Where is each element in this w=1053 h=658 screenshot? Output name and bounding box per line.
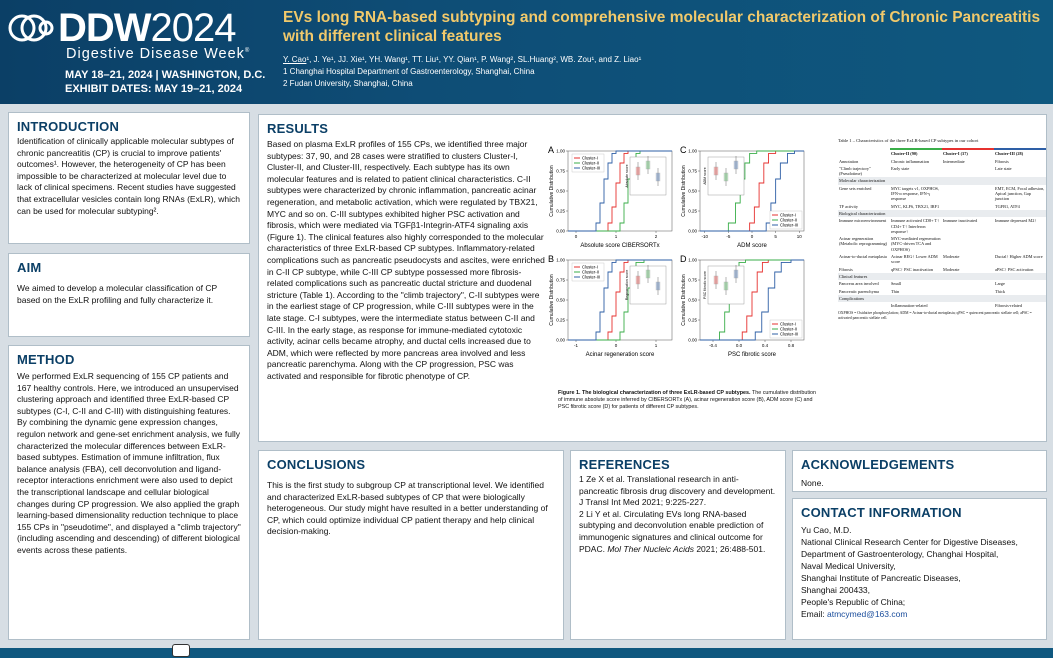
table-cell <box>942 165 994 178</box>
y-tick-label: 0.25 <box>688 317 697 323</box>
figure-panel-c <box>678 143 810 251</box>
inset-box <box>714 167 718 175</box>
x-tick-label: 0 <box>574 234 578 239</box>
legend-label: Cluster-II <box>582 160 599 166</box>
table-row <box>838 235 1046 253</box>
table-header-row <box>838 150 1046 157</box>
table-cell: Immune microenvironment <box>839 218 887 224</box>
legend-label: Cluster-I <box>780 321 796 327</box>
legend-label: Cluster-I <box>780 212 796 218</box>
y-tick-label: 0.50 <box>556 188 565 194</box>
acknowledgements-panel <box>792 450 1047 492</box>
inset-axis-label: Regeneration score <box>625 269 629 301</box>
affiliation-1: 1 Changhai Hospital Department of Gastroenterology, Shanghai, China <box>283 67 535 76</box>
table-cell: TF activity <box>839 203 858 209</box>
table-cell <box>942 177 994 184</box>
legend-label: Cluster-III <box>582 165 601 171</box>
inset-boxplot <box>703 156 744 195</box>
legend-label: Cluster-III <box>780 222 799 228</box>
ddw-logo-text: DDW2024 <box>58 6 236 50</box>
results-text: Based on plasma ExLR profiles of 155 CPs, we identified three major subtypes: 37, 90, and 28 cases were stratified to clusters Cluster-I, Cluster-II, and Cluster-III, respectively. Each subtype has its own molecular features and is related to patient clinical characteristics. C-II subtypes were characterized by chronic inflammation, pancreatic acinar regeneration, and metabolic activation, which were regulated by TBX21, MYC and so on. C-III subtypes exhibited higher PSC activation and fibrosis, which were mediated via TGFβ1-Integrin-ATF4 signaling axis (Figure 1). The clinical features also highly corresponded to the molecular characteristics of three ExLR-based CP subtypes. Inflammatory-related complications such as pancreatic pseudocysts and ascites, were enriched in C-II CP subtype, while C-III CP subtype possessed more fibrosis-related complications such as pancreatic ductal stricture and duodenal stricture (Table 1). According to the "climb trajectory", C-II subtypes were in the earliest stage of CP progression, while C-III subtypes were in the late stage. C-I subtypes, were the intermediate status between C-II and C-III. In the early stage, as response for immune-mediated cytotoxic activity, acinar cells became atrophy, and ductal cells increased due to ADM, which were reflected by more pancreas area involved and less pancreatic parenchyma. Along with the CP progression, PSC was activated and responsible for fibrotic phenotype of CP. <box>267 139 545 381</box>
table-cell: Late state <box>995 165 1012 171</box>
event-dates-line1: MAY 18–21, 2024 | WASHINGTON, D.C. <box>65 69 266 81</box>
event-dates <box>65 68 270 96</box>
table-cell: Acinar-to-ductal metaplasia <box>839 254 887 260</box>
conclusions-panel <box>258 450 564 640</box>
x-tick-label: -0.4 <box>709 343 717 348</box>
table-cell: Immune depressed M2↑ <box>995 218 1037 224</box>
table-footnote: OXPHOS = Oxidative phosphorylation; ADM = Acinar-to-ductal metaplasia; qPSC = quiescent pancreatic stellate cell; aPSC = activated pancreatic stellate cell. <box>838 311 1032 321</box>
y-tick-label: 0.50 <box>688 297 697 303</box>
panel-letter: C <box>680 145 687 155</box>
inset-axis-label: ADM score <box>703 167 707 185</box>
inset-box <box>656 173 660 181</box>
inset-box <box>636 276 640 284</box>
x-tick-label: 0.8 <box>787 343 795 348</box>
y-tick-label: 0.00 <box>688 337 697 343</box>
table-title: Table 1 – Characteristics of the three ExLR-based CP subtypes in our cohort <box>838 138 979 143</box>
event-dates-line2: EXHIBIT DATES: MAY 19–21, 2024 <box>65 83 243 95</box>
ddw-tagline: Digestive Disease Week® <box>66 46 251 62</box>
camera-icon[interactable] <box>172 644 190 657</box>
panel-letter: D <box>680 254 687 264</box>
inset-box <box>714 276 718 284</box>
x-tick-label: 0.4 <box>761 343 769 348</box>
y-axis-label: Cumulative Distribution <box>681 165 687 217</box>
legend-label: Cluster-II <box>780 217 797 223</box>
y-tick-label: 0.00 <box>556 228 565 234</box>
table-row <box>838 288 1046 295</box>
inset-axis-label: PSC fibrotic score <box>703 270 707 300</box>
table-cell: aPSC↑ PSC activation <box>995 266 1034 272</box>
table-cell: Fibrosis <box>839 266 853 272</box>
table-cell: Fibrosis-related <box>995 303 1022 309</box>
x-tick-label: -10 <box>701 234 708 239</box>
table-cell: Annotation <box>839 158 859 164</box>
table-cell: "Climb trajectory" (Pseudotime) <box>839 165 871 177</box>
legend-label: Cluster-III <box>582 274 601 280</box>
inset-boxplot <box>703 265 744 304</box>
y-tick-label: 0.50 <box>688 188 697 194</box>
y-tick-label: 0.25 <box>688 208 697 214</box>
y-tick-label: 0.50 <box>556 297 565 303</box>
y-axis-label: Cumulative Distribution <box>549 165 555 217</box>
references-heading: REFERENCES <box>579 457 670 472</box>
x-tick-label: 10 <box>796 234 802 239</box>
x-tick-label: 1 <box>654 343 658 348</box>
ddw-logo-icon <box>8 9 54 47</box>
conclusions-heading: CONCLUSIONS <box>267 457 366 472</box>
table-cell <box>890 210 942 217</box>
chart-svg <box>678 252 810 360</box>
legend-label: Cluster-II <box>582 269 599 275</box>
table-cell: MYC, KLF6, TBX21, IRF1 <box>891 203 940 209</box>
x-tick-label: -1 <box>573 343 579 348</box>
y-tick-label: 1.00 <box>556 257 565 263</box>
y-tick-label: 0.75 <box>688 168 697 174</box>
figure-panel-b <box>546 252 678 360</box>
contact-line5: Shanghai 200433, <box>801 585 871 595</box>
chart-legend <box>770 211 802 229</box>
poster-header <box>0 0 1053 104</box>
chart-svg <box>546 143 678 251</box>
table-cell: Moderate <box>943 266 960 272</box>
reference-2: 2 Li Y et al. Circulating EVs long RNA-based subtyping and deconvolution enable prediction of immunogenic signatures and clinical outcome for PDAC. Mol Ther Nucleic Acids 2021; 26:488-501. <box>579 508 766 554</box>
aim-text: We aimed to develop a molecular classification of CP based on the ExLR profiling and fully characterize it. <box>17 283 218 305</box>
table-cell <box>942 273 994 280</box>
inset-box <box>734 270 738 278</box>
acknowledgements-heading: ACKNOWLEDGEMENTS <box>801 457 955 472</box>
introduction-panel <box>8 112 250 244</box>
table-row <box>838 280 1046 287</box>
inset-boxplot <box>625 265 666 304</box>
contact-panel <box>792 498 1047 640</box>
table-cell: TGFB1, ATF4 <box>995 203 1020 209</box>
table-cell <box>890 177 942 184</box>
panel-letter: A <box>548 145 555 155</box>
table-cell <box>942 235 994 253</box>
table-cell: Small <box>891 281 902 287</box>
title-block <box>283 8 1043 90</box>
figure-caption: Figure 1. The biological characterization of three ExLR-based CP subtypes. The cumulative distribution of immune absolute score inferred by CIBERSORTx (A), acinar regeneration score (B), ADM score (C) and PSC fibrotic score (D) for patients of different CP subtypes. <box>558 390 817 410</box>
table-cell <box>942 302 994 309</box>
table-cell: MYC-mediated regeneration (MYC-driven TCA and OXPHOS) <box>891 236 941 252</box>
legend-label: Cluster-I <box>582 155 598 161</box>
inset-box <box>646 161 650 169</box>
x-tick-label: 0.0 <box>735 343 743 348</box>
table-cell: Ductal↑ Higher ADM score <box>995 254 1043 260</box>
y-tick-label: 1.00 <box>556 148 565 154</box>
table-cell <box>994 295 1046 302</box>
table-cell: Pancreas area involved <box>839 281 879 287</box>
x-axis-label: Acinar regeneration score <box>585 352 655 358</box>
conclusions-text: This is the first study to subgroup CP at transcriptional level. We identified and characterized ExLR-based subtypes of CP that were biologically heterogeneous. Our study might have resulted in a better understanding of CP, which could optimize individual CP patient therapy and help clinical decision-making. <box>267 480 548 537</box>
table-cell <box>994 235 1046 253</box>
table-cell: Acinar regeneration (Metabolic reprogramming) <box>839 236 888 247</box>
table-cell: Immune inactivated <box>943 218 978 224</box>
inset-box <box>724 282 728 290</box>
table-cell: Acinar REG↑ Lower ADM score <box>891 254 938 265</box>
table-cell: Inflammation-related <box>891 303 928 309</box>
table-cell: EMT, ECM, Focal adhesion, Apical junction, Gap junction <box>995 185 1045 202</box>
contact-name: Yu Cao, M.D. <box>801 525 852 535</box>
table-cell <box>994 273 1046 280</box>
table-cell: Biological characterization <box>838 210 890 217</box>
contact-line4: Shanghai Institute of Pancreatic Diseases, <box>801 573 961 583</box>
method-text: We performed ExLR sequencing of 155 CP patients and 167 healthy controls. Here, we introduced an unsupervised clustering approach and identified three ExLR-based CP subtypes (C-I, C-II and C-III) with distinguishing features. By combining the dynamic gene expression changes, regulon network and gene-set enrichment analysis, we fully characterized the molecular differences between ExLR-based subtypes. Estimation of immune infiltration, flux balance analysis (FBA), cell deconvolution and ligand-receptor interactions enrichment were also used to depict the transcriptional landscape and cellular biological changes during CP progression. We also applied the graph learning-based dimensionality reduction technique to place 155 CPs in "pseudotime", and displayed a "climb trajectory" (including ascending and descending) of different biological events across these patients. <box>17 371 241 555</box>
x-axis-label: Absolute score CIBERSORTx <box>580 243 660 249</box>
table-row <box>838 302 1046 309</box>
table-cell <box>942 288 994 295</box>
inset-box <box>724 173 728 181</box>
table-row <box>838 203 1046 210</box>
introduction-text: Identification of clinically applicable molecular subtypes of chronic pancreatitis (CP) is crucial to improve patients' outcomes¹. However, the heterogeneity of CP has been impossible to be characterized at molecular level due to lack of clinical specimens. Recent studies have suggested that extracellular vesicles contain long RNAs (ExLR), which can be used for molecular subtyping². <box>17 136 240 216</box>
table-cell: qPSC↑ PSC inactivation <box>891 266 934 272</box>
table-section-row <box>838 273 1046 280</box>
y-tick-label: 0.00 <box>556 337 565 343</box>
table-section-row <box>838 295 1046 302</box>
figure-panel-d <box>678 252 810 360</box>
table-cell <box>890 295 942 302</box>
inset-boxplot <box>625 156 666 195</box>
table-cell: Early state <box>891 165 910 171</box>
table-cell: Molecular characterization <box>838 177 890 184</box>
table-cell: Chronic inflammation <box>891 158 930 164</box>
y-tick-label: 0.75 <box>556 168 565 174</box>
x-axis-label: ADM score <box>737 243 767 249</box>
method-panel <box>8 345 250 640</box>
table-cell: Immune activated CD8+ T↑ CD4+ T↑ Interferon response↑ <box>891 218 940 234</box>
table-row <box>838 158 1046 165</box>
chart-svg <box>546 252 678 360</box>
chart-svg <box>678 143 810 251</box>
y-tick-label: 0.75 <box>688 277 697 283</box>
y-tick-label: 1.00 <box>688 148 697 154</box>
table-cell <box>942 203 994 210</box>
table-row <box>838 165 1046 178</box>
poster-title: EVs long RNA-based subtyping and comprehensive molecular characterization of Chronic Pancreatitis with different clinical features <box>283 9 1041 45</box>
table-1 <box>838 138 1046 321</box>
figure-panel-a <box>546 143 678 251</box>
table-row <box>838 266 1046 273</box>
table-section-row <box>838 177 1046 184</box>
table-cell: Thick <box>995 288 1006 294</box>
introduction-heading: INTRODUCTION <box>17 119 120 134</box>
table-section-row <box>838 210 1046 217</box>
legend-label: Cluster-II <box>780 326 797 332</box>
table-cell <box>942 295 994 302</box>
table-cell: Thin <box>891 288 900 294</box>
contact-line2: Department of Gastroenterology, Changhai Hospital, <box>801 549 999 559</box>
contact-line3: Naval Medical University, <box>801 561 896 571</box>
x-axis-label: PSC fibrotic score <box>727 352 777 358</box>
contact-email-link[interactable]: atmcymed@163.com <box>826 609 908 619</box>
table-header-cell: Cluster-III (28) <box>995 151 1024 157</box>
chart-legend <box>572 263 604 281</box>
x-tick-label: 2 <box>654 234 658 239</box>
table-cell <box>838 302 890 309</box>
table-cell: Clinical features <box>838 273 890 280</box>
table-header-cell <box>838 150 890 157</box>
x-tick-label: 0 <box>750 234 754 239</box>
table-cell: Fibrosis <box>995 158 1009 164</box>
table-row <box>838 253 1046 266</box>
y-axis-label: Cumulative Distribution <box>681 274 687 326</box>
table-cell: Complications <box>838 295 890 302</box>
inset-box <box>656 282 660 290</box>
table-cell <box>942 210 994 217</box>
table-cell: Moderate <box>943 254 960 260</box>
x-tick-label: 5 <box>774 234 777 239</box>
contact-email-line: Email: atmcymed@163.com <box>801 609 908 619</box>
y-tick-label: 0.00 <box>688 228 697 234</box>
table-cell <box>942 280 994 287</box>
table-cell: Large <box>995 281 1005 287</box>
chart-legend <box>770 320 802 338</box>
inset-box <box>734 161 738 169</box>
acknowledgements-text: None. <box>801 478 824 488</box>
results-heading: RESULTS <box>267 121 329 136</box>
contact-line6: People's Republic of China; <box>801 597 906 607</box>
table-cell <box>890 273 942 280</box>
y-tick-label: 0.25 <box>556 317 565 323</box>
reference-1: 1 Ze X et al. Translational research in anti-pancreatic fibrosis drug discovery and development. J Transl Int Med 2021; 9:225-227. <box>579 474 776 508</box>
legend-label: Cluster-I <box>582 264 598 270</box>
contact-heading: CONTACT INFORMATION <box>801 505 962 520</box>
author-list: Y. Cao¹, J. Ye¹, JJ. Xie¹, YH. Wang¹, TT. Liu¹, YY. Qian¹, P. Wang², SL.Huang², WB. Zou¹, and Z. Liao¹ <box>283 55 642 64</box>
table-cell <box>942 185 994 203</box>
chart-legend <box>572 154 604 172</box>
table-cell: MYC targets v1, OXPHOS, IFN-α response, IFN-γ response <box>891 185 940 202</box>
inset-box <box>636 167 640 175</box>
table-header-cell: Cluster-I (37) <box>943 151 968 157</box>
table-body <box>838 148 1046 309</box>
y-tick-label: 0.25 <box>556 208 565 214</box>
footer-bar <box>0 648 1053 658</box>
ddw-branding <box>8 8 270 98</box>
aim-heading: AIM <box>17 260 42 275</box>
table-row <box>838 185 1046 203</box>
affiliation-2: 2 Fudan University, Shanghai, China <box>283 79 413 88</box>
table-cell <box>994 177 1046 184</box>
y-axis-label: Cumulative Distribution <box>549 274 555 326</box>
y-tick-label: 0.75 <box>556 277 565 283</box>
legend-label: Cluster-III <box>780 331 799 337</box>
inset-axis-label: Absolute score <box>625 164 629 188</box>
table-header-cell: Cluster-II (90) <box>891 151 918 157</box>
aim-panel <box>8 253 250 337</box>
x-tick-label: 1 <box>614 234 618 239</box>
panel-letter: B <box>548 254 555 264</box>
contact-line1: National Clinical Research Center for Digestive Diseases, <box>801 537 1018 547</box>
table-cell: Intermediate <box>943 158 965 164</box>
table-cell: Pancreatic parenchyma <box>839 288 879 294</box>
table-row <box>838 217 1046 235</box>
inset-box <box>646 270 650 278</box>
references-panel <box>570 450 786 640</box>
y-tick-label: 1.00 <box>688 257 697 263</box>
table-cell <box>994 210 1046 217</box>
table-cell: Gene sets enriched <box>839 185 872 191</box>
x-tick-label: 0 <box>614 343 618 348</box>
method-heading: METHOD <box>17 352 75 367</box>
x-tick-label: -5 <box>726 234 731 239</box>
